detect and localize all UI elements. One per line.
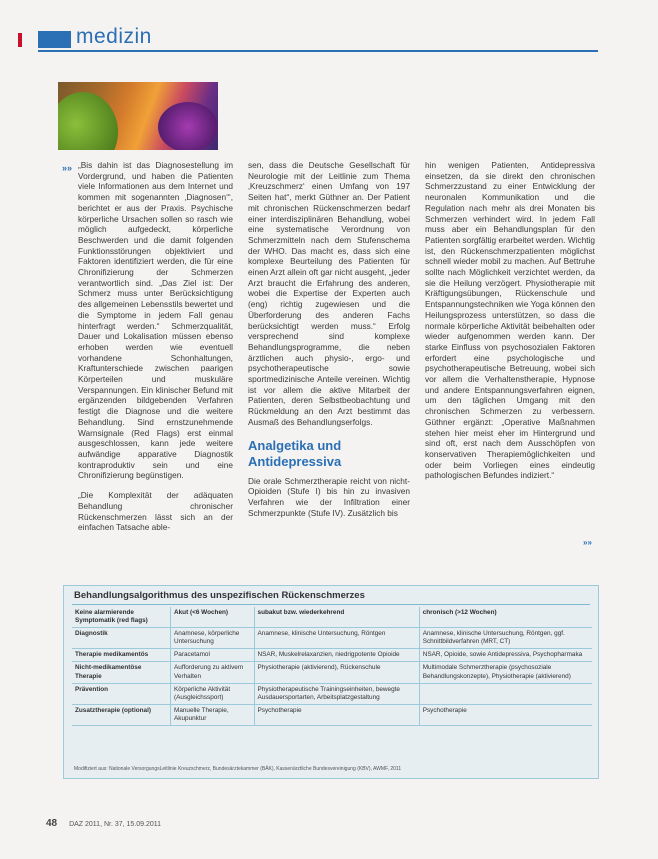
paragraph: „Bis dahin ist das Diagnosestellung im Vordergrund, und haben die Patienten viele Informationen aus dem Internet und kommen mit sogenannten ‚Diagnosen‘“, berichtet er aus der Praxis. Psychische körperliche Ursachen sollen so rasch wie möglich aufgedeckt, körperliche Beschwerden und die damit folgenden Funktionsstörungen objektiviert und Faktoren identifiziert werden, die für eine Chronifizierung der Schmerzen verantwortlich sind. „Das Ziel ist: Der Schmerz muss unter Berücksichtigung des allgemeinen Lebensstils bewertet und die Symptome in jedem Fall genau hinterfragt werden.“ Schmerzqualität, Dauer und Lokalisation müssen ebenso erhoben werden wie eventuell vorhandene Schonhaltungen, Kraftunterschiede zwischen paarigen Körperteilen und muskuläre Verspannungen. Ein klinischer Befund mit ergänzenden bildgebenden Verfahren festigt die Diagnose und die weitere Behandlung. Sind ernstzunehmende Warnsignale (Red Flags) erst einmal ausgeschlossen, kann jede weitere aufwändige apparative Diagnostik kontraproduktiv sein und eine Chronifizierung begünstigen. bbox=[78, 160, 233, 481]
paragraph: hin wenigen Patienten, Antidepressiva einsetzen, da sie direkt den chronischen Schmerzzustand zu einer Entwicklung der neuronalen Kommunikation und die Regulation nach mehr als drei Monaten bis Schmerzen verhindert wird. In jedem Fall muss aber ein Behandlungsplan für den Patienten sorgfältig erarbeitet werden. Wichtig ist, den Rückenschmerzpatienten möglichst schnell wieder mobil zu machen. Auf Bettruhe sollte nach Möglichkeit verzichtet werden, da sie die Heilung verzögert. Physiotherapie mit Kräftigungsübungen, Rückenschule und Entspannungstechniken wie Yoga können den Heilungsprozess unterstützen, so dass die normale körperliche Aktivität beibehalten oder wieder aufgenommen werden kann. Der starke Einfluss von psychosozialen Faktoren erfordert eine psychologische und psychotherapeutische Betreuung, wobei sich vor allem die Verhaltenstherapie, Hypnose und andere Entspannungsverfahren eignen, um den täglichen Umgang mit den chronischen Schmerzen zu verbessern. Güthner ergänzt: „Operative Maßnahmen stehen hier meist eher im Hintergrund und sind oft, erst nach dem Ausschöpfen von konservativen Therapiemöglichkeiten und oder beim Vorliegen eines eindeutig pathologischen Befundes indiziert.“ bbox=[425, 160, 595, 481]
table-cell: Manuelle Therapie, Akupunktur bbox=[171, 704, 255, 725]
table-header: Keine alarmierende Symptomatik (red flags) bbox=[72, 607, 171, 628]
photo-green-shape bbox=[58, 92, 118, 150]
page-number: 48 bbox=[46, 818, 58, 829]
table-cell: Physiotherapie (aktivierend), Rückenschule bbox=[254, 662, 419, 683]
table-row bbox=[72, 662, 592, 683]
paragraph-marker-icon: »» bbox=[62, 163, 73, 173]
table-cell: Anamnese, klinische Untersuchung, Röntgen, ggf. Schnittbildverfahren (MRT, CT) bbox=[419, 628, 592, 649]
text-column-3 bbox=[425, 160, 595, 490]
table-cell: Multimodale Schmerztherapie (psychosoziale Behandlungskonzepte), Physiotherapie (aktivierend) bbox=[419, 662, 592, 683]
text-column-2 bbox=[248, 160, 410, 527]
table-header: chronisch (>12 Wochen) bbox=[419, 607, 592, 628]
page-footer bbox=[46, 818, 161, 829]
table-cell: NSAR, Muskelrelaxanzien, niedrigpotente Opioide bbox=[254, 649, 419, 662]
table-row bbox=[72, 628, 592, 649]
table-cell: NSAR, Opioide, sowie Antidepressiva, Psychopharmaka bbox=[419, 649, 592, 662]
table-footnote: Modifiziert aus: Nationale VersorgungsLeitlinie Kreuzschmerz, Bundesärztekammer (BÄK), Kassenärztliche Bundesvereinigung (KBV), AWMF, 2011 bbox=[74, 766, 402, 772]
table-cell: Aufforderung zu aktivem Verhalten bbox=[171, 662, 255, 683]
row-label: Diagnostik bbox=[72, 628, 171, 649]
table-title: Behandlungsalgorithmus des unspezifischen Rückenschmerzes bbox=[74, 590, 365, 601]
issue-info: DAZ 2011, Nr. 37, 15.09.2011 bbox=[69, 821, 162, 828]
section-title: medizin bbox=[76, 25, 152, 48]
table-cell: Physiotherapeutische Trainingseinheiten, bewegte Ausdauersportarten, Arbeitsplatzgestaltung bbox=[254, 683, 419, 704]
treatment-table bbox=[72, 607, 592, 726]
article-photo bbox=[58, 82, 218, 150]
table-header: Akut (<6 Wochen) bbox=[171, 607, 255, 628]
text-column-1 bbox=[78, 160, 233, 542]
header-blue-bar bbox=[38, 31, 71, 48]
section-heading: Analgetika und Antidepressiva bbox=[248, 437, 342, 469]
table-title-rule bbox=[72, 604, 590, 605]
table-header: subakut bzw. wiederkehrend bbox=[254, 607, 419, 628]
table-cell: Körperliche Aktivität (Ausgleichssport) bbox=[171, 683, 255, 704]
row-label: Therapie medikamentös bbox=[72, 649, 171, 662]
table-cell: Paracetamol bbox=[171, 649, 255, 662]
paragraph: sen, dass die Deutsche Gesellschaft für Neurologie mit der Leitlinie zum Thema ‚Kreuzschmerz‘ einen Umfang von 197 Seiten hat“, merkt Güthner an. Der Patient mit chronischen Rückenschmerzen bedarf einer interdisziplinären Behandlung, wobei eine systematische Verordnung von Schmerzmitteln nach dem Stufenschema der WHO. Das macht es, dass sich eine komplexe Beurteilung des Patienten für einen Arzt allein oft gar nicht ausgeht, „jeder Arzt braucht die Erfahrung des anderen, wobei die Expertise der Experten auch (eng) richtig zugewiesen und die Überforderung des anderen Fachs berücksichtigt werden muss.“ Erfolg versprechend sind komplexe Behandlungsprogramme, die neben ärztlichen auch physio-, ergo- und psychotherapeutische sowie sportmedizinische Anteile vereinen. Wichtig ist vor allem die aktive Mitarbeit der Patienten, deren Selbstbeobachtung und Rückmeldung an den Arzt bestimmt das Ausmaß des Behandlungserfolgs. bbox=[248, 160, 410, 427]
header-red-mark bbox=[18, 33, 22, 47]
treatment-table-box bbox=[63, 585, 599, 779]
header-rule bbox=[38, 50, 598, 52]
paragraph: Die orale Schmerztherapie reicht von nicht-Opioiden (Stufe I) bis hin zu invasiven Verfahren wie der Infiltration einer Schmerzpunkte (Stufe IV). Zusätzlich bis bbox=[248, 475, 410, 518]
table-row bbox=[72, 683, 592, 704]
table-cell: Anamnese, klinische Untersuchung, Röntgen bbox=[254, 628, 419, 649]
table-cell bbox=[419, 683, 592, 704]
photo-purple-shape bbox=[158, 102, 218, 150]
row-label: Zusatztherapie (optional) bbox=[72, 704, 171, 725]
table-row bbox=[72, 704, 592, 725]
table-cell: Anamnese, körperliche Untersuchung bbox=[171, 628, 255, 649]
row-label: Nicht-medikamentöse Therapie bbox=[72, 662, 171, 683]
paragraph: „Die Komplexität der adäquaten Behandlung chronischer Rückenschmerzen lässt sich an der einfachen Tatsache able- bbox=[78, 490, 233, 533]
table-cell: Psychotherapie bbox=[419, 704, 592, 725]
table-cell: Psychotherapie bbox=[254, 704, 419, 725]
table-row bbox=[72, 649, 592, 662]
end-marker-icon: »» bbox=[583, 538, 592, 547]
row-label: Prävention bbox=[72, 683, 171, 704]
table-header-row bbox=[72, 607, 592, 628]
